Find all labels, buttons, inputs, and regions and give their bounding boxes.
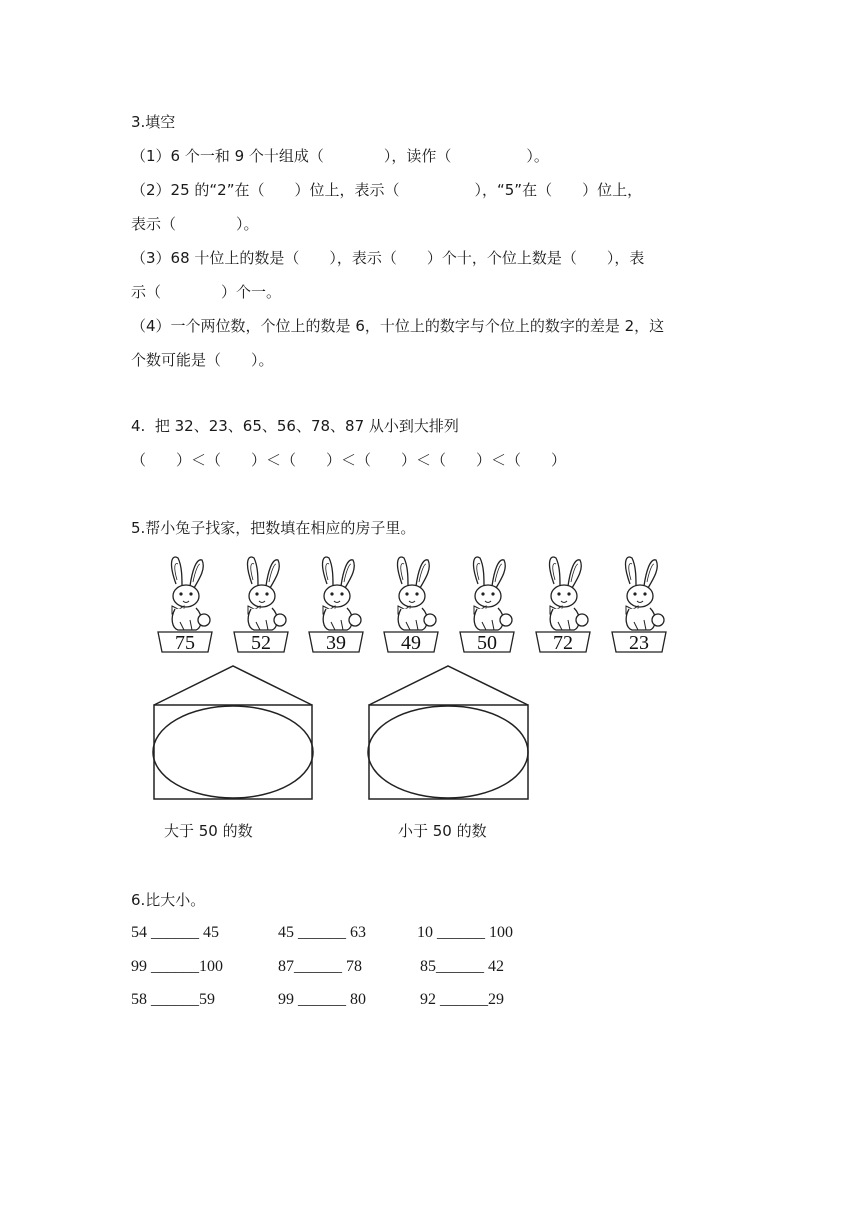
rabbit-number-6: 72 — [553, 632, 573, 654]
question3-1: （1）6 个一和 9 个十组成（ ），读作（ ）。 — [131, 147, 549, 165]
question3-4-line2: 个数可能是（ ）。 — [131, 351, 274, 369]
rabbit-number-4: 49 — [401, 632, 421, 654]
house-greater-than-50 — [153, 666, 313, 799]
question3-2-line2: 表示（ ）。 — [131, 215, 259, 233]
house-less-than-50 — [368, 666, 528, 799]
compare-r1-c1: 54 ______ 45 — [131, 924, 219, 941]
compare-r3-c2: 99 ______ 80 — [278, 991, 366, 1008]
house-left-caption: 大于 50 的数 — [164, 822, 253, 840]
compare-r2-c2: 87______ 78 — [278, 958, 362, 975]
rabbit-number-2: 52 — [251, 632, 271, 654]
compare-r1-c2: 45 ______ 63 — [278, 924, 366, 941]
section4-title: 4. 把 32、23、65、56、78、87 从小到大排列 — [131, 417, 459, 435]
rabbit-number-7: 23 — [629, 632, 649, 654]
question3-2-line1: （2）25 的“2”在（ ）位上，表示（ ），“5”在（ ）位上， — [131, 181, 643, 199]
compare-r3-c1: 58 ______59 — [131, 991, 215, 1008]
compare-r1-c3: 10 ______ 100 — [417, 924, 513, 941]
rabbit-number-1: 75 — [175, 632, 195, 654]
question3-3-line1: （3）68 十位上的数是（ ），表示（ ）个十，个位上数是（ ），表 — [131, 249, 645, 267]
ordering-blanks: （ ）＜（ ）＜（ ）＜（ ）＜（ ）＜（ ） — [131, 451, 567, 469]
question3-4-line1: （4）一个两位数，个位上的数是 6，十位上的数字与个位上的数字的差是 2，这 — [131, 317, 665, 335]
compare-r2-c3: 85______ 42 — [420, 958, 504, 975]
section6-title: 6.比大小。 — [131, 891, 206, 909]
house-right-caption: 小于 50 的数 — [398, 822, 487, 840]
compare-r2-c1: 99 ______100 — [131, 958, 223, 975]
section5-title: 5.帮小兔子找家，把数填在相应的房子里。 — [131, 519, 416, 537]
compare-r3-c3: 92 ______29 — [420, 991, 504, 1008]
rabbit-number-5: 50 — [477, 632, 497, 654]
section3-title: 3.填空 — [131, 113, 176, 131]
question3-3-line2: 示（ ）个一。 — [131, 283, 282, 301]
rabbit-number-3: 39 — [326, 632, 346, 654]
